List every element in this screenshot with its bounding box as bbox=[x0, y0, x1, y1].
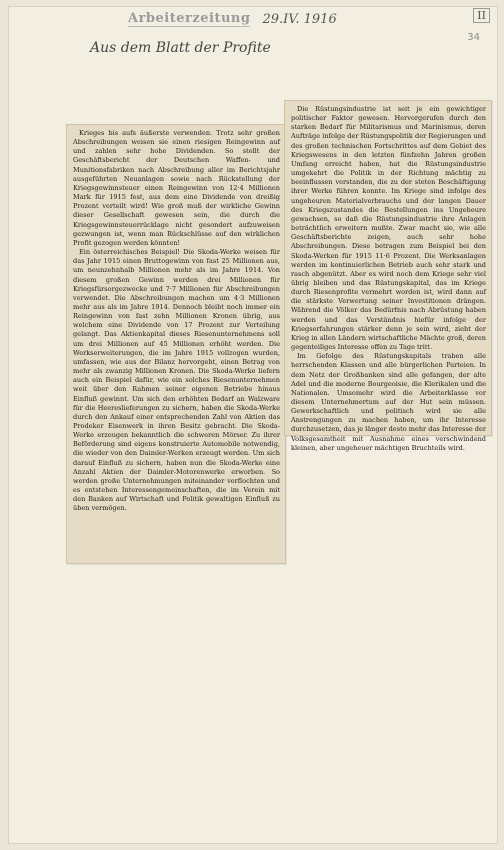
handwritten-note: Aus dem Blatt der Profite bbox=[90, 40, 271, 56]
clipping-left-column bbox=[66, 124, 286, 564]
masthead bbox=[128, 10, 488, 28]
paragraph: Die Rüstungsindustrie ist seit je ein gewichtiger politischer Faktor gewesen. Hervorgerufen durch den starken Bedarf für Militarismus und Marinismus, deren Aufträge infolge der Rüstungspolitik der Regierungen und des großen technischen Fortschrittes auf dem Gebiet des Kriegswesens in den letzten fünfzehn Jahren großen Umfang erreicht haben, hat die Rüstungsindustrie umgekehrt die Politik in der Richtung mächtig zu beeinflussen verstanden, die zu der steten Beschäftigung ihrer Werke führen konnte. Im Kriege sind infolge des ungeheuren Materialverbrauchs und der langen Dauer des Kriegszustandes die Bestellungen ins Ungeheure gewachsen, so daß die Rüstungsindustrie ihre Anlagen beträchtlich erweitern mußte. Zwar macht sie, wie alle Geschäftsberichte zeigen, auch sehr hohe Abschreibungen. Diese betragen zum Beispiel bei den Skoda-Werken für 1915 11·6 Prozent. Die Werksanlagen werden im kontinuierlichen Betrieb auch sehr stark und rasch abgenützt. Aber es wird noch dem Kriege sehr viel übrig bleiben und das Rüstungskapital, das im Kriege durch Riesenprofite vermehrt worden ist, wird dann auf die stärkste Verwertung seiner Investitionen drängen. Während die Völker das Bedürfnis nach Abrüstung haben werden und das Verständnis hiefür infolge der Kriegserfahrungen stärker denn je sein wird, zieht der Krieg in allen Ländern wirtschaftliche Mächte groß, deren gegenteiliges Interesse offen zu Tage tritt. bbox=[291, 105, 486, 352]
clipping-right-column bbox=[284, 100, 492, 452]
paragraph: Krieges bis aufs äußerste verwenden. Trotz sehr großen Abschreibungen weisen sie einen riesigen Reingewinn auf und zahlen sehr hohe Dividenden. So stellt der Geschäftsbericht der Deutschen Waffen- und Munitionsfabriken nach Abschreibung aller im Berichtsjahr ausgeführten Neuanlagen sowie nach Rückstellung der Kriegsgewinnsteuer einen Reingewinn von 12·4 Millionen Mark für 1915 fest, aus dem eine Dividende von dreißig Prozent verteilt wird! Wie groß muß der wirkliche Gewinn dieser Gesellschaft gewesen sein, die durch die Kriegsgewinnsteuerrücklage nicht gesondert aufzuweisen gezwungen ist, wenn man Rückschlüsse auf den wirklichen Profit gezogen werden könnten! bbox=[73, 129, 280, 247]
right-column-text bbox=[291, 105, 486, 452]
left-column-text bbox=[73, 129, 280, 559]
handwritten-date: 29.IV. 1916 bbox=[262, 11, 337, 27]
newspaper-name: Arbeiterzeitung bbox=[128, 11, 251, 26]
page-number: II bbox=[473, 8, 490, 23]
paragraph: Ein österreichisches Beispiel! Die Skoda-Werke weisen für das Jahr 1915 einen Bruttogewinn von fast 25 Millionen aus, um neunzehnhalb Millionen mehr als im Jahre 1914. Von diesem großen Gewinn werden drei Millionen für Kriegsfürsorgezwecke und 7·7 Millionen für Abschreibungen verwendet. Die Abschreibungen machen um 4·3 Millionen mehr aus als im Jahre 1914. Dennoch bleibt noch immer ein Reingewinn von fast zehn Millionen Kronen übrig, aus welchem eine Dividende von 17 Prozent zur Verteilung gelangt. Das Aktienkapital dieses Riesenunternehmens soll um drei Millionen auf 45 Millionen erhöht werden. Die Werkserweiterungen, die im Jahre 1915 vollzogen wurden, umfassen, wie aus der Bilanz hervorgeht, einen Betrag von mehr als zwanzig Millionen Kronen. Die Skoda-Werke liefern auch ein Beispiel dafür, wie ein solches Riesenunternehmen weit über den Rahmen seiner eigenen Betriebe hinaus Einfluß gewinnt. Um sich den erhöhten Bedarf an Walzware für die Heereslieferungen zu sichern, haben die Skoda-Werke durch den Ankauf einer entsprechenden Zahl von Aktien das Prodeker Eisenwerk in ihren Besitz gebracht. Die Skoda-Werke erzeugen bekanntlich die schweren Mörser. Zu ihrer Beförderung sind eigens konstruierte Automobile notwendig, die wieder von den Daimler-Werken erzeugt werden. Um sich darauf Einfluß zu sichern, haben nun die Skoda-Werke eine Anzahl Aktien der Daimler-Motorenwerke erworben. So werden große Unternehmungen miteinander verflochten und es entstehen Interessengemeinschaften, die im Verein mit den Banken auf Wirtschaft und Politik gewaltigen Einfluß zu üben vermögen. bbox=[73, 248, 280, 513]
pencil-number: 34 bbox=[467, 32, 480, 43]
archive-sheet bbox=[8, 6, 498, 844]
paragraph: Im Gefolge des Rüstungskapitals traben alle herrschenden Klassen und alle bürgerlichen Parteien. In dem Netz der Großbanken sind alle gefangen, der alte Adel und die moderne Bourgeoisie, die Klerikalen und die Nationalen. Umsomehr wird die Arbeiterklasse vor diesem Unternehmertum auf der Hut sein müssen. Gewerkschaftlich und politisch wird sie alle Anstrengungen zu machen haben, um ihr Interesse durchzusetzen, das je länger desto mehr das Interesse der Volksgesamtheit mit Ausnahme eines verschwindend kleinen, aber ungeheuer mächtigen Bruchteils wird. bbox=[291, 352, 486, 452]
